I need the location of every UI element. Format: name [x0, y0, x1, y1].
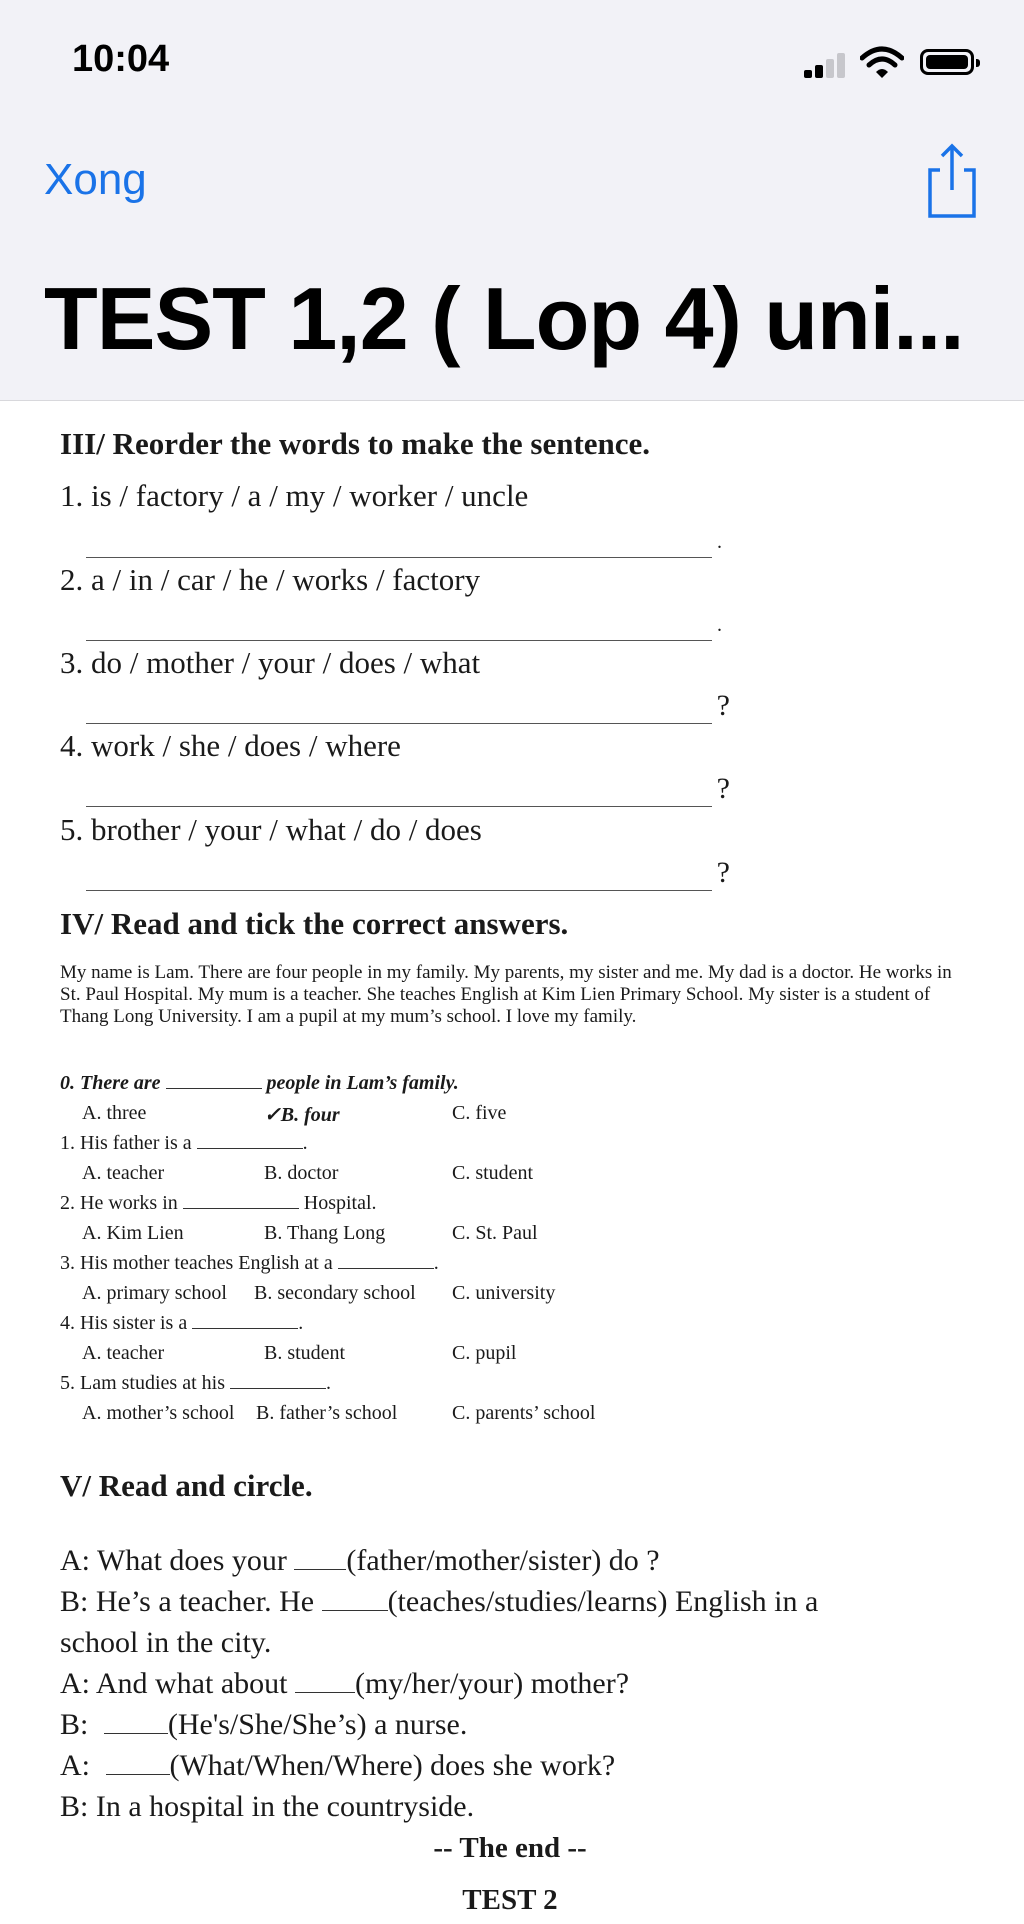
answer-line-2: . [86, 640, 712, 641]
q5-option-c: C. parents’ school [452, 1402, 596, 1424]
tick-question-1: 1. His father is a . [60, 1132, 308, 1154]
next-test-heading: TEST 2 [462, 1884, 558, 1916]
q1-option-b: B. doctor [264, 1162, 339, 1184]
q4-option-b: B. student [264, 1342, 346, 1364]
dialogue-line-7: B: In a hospital in the countryside. [60, 1790, 475, 1823]
answer-line-4: ? [86, 806, 712, 807]
tick-question-2: 2. He works in Hospital. [60, 1192, 377, 1214]
reorder-item-4: 4. work / she / does / where [60, 728, 401, 763]
q4-option-a: A. teacher [82, 1342, 165, 1364]
reorder-item-5: 5. brother / your / what / do / does [60, 812, 482, 847]
reorder-item-3: 3. do / mother / your / does / what [60, 645, 481, 680]
section-4-heading: IV/ Read and tick the correct answers. [60, 906, 569, 941]
q1-option-c: C. student [452, 1162, 534, 1184]
q5-option-b: B. father’s school [256, 1402, 398, 1424]
reorder-item-2: 2. a / in / car / he / works / factory [60, 562, 481, 597]
cellular-signal-icon [804, 52, 848, 78]
dialogue-line-4: A: And what about (my/her/your) mother? [60, 1667, 630, 1700]
dialogue-line-2: B: He’s a teacher. He (teaches/studies/learns) English in a [60, 1585, 819, 1618]
answer-line-3: ? [86, 723, 712, 724]
done-button[interactable]: Xong [44, 155, 147, 204]
status-time: 10:04 [72, 38, 170, 80]
share-icon[interactable] [922, 140, 982, 220]
dialogue-line-6: A: (What/When/Where) does she work? [60, 1749, 616, 1782]
reorder-item-1: 1. is / factory / a / my / worker / uncle [60, 478, 529, 513]
example-question: 0. There are people in Lam’s family. [60, 1072, 459, 1094]
answer-line-5: ? [86, 890, 712, 891]
reading-passage: My name is Lam. There are four people in my family. My parents, my sister and me. My dad is a doctor. He works in St. Paul Hospital. My mum is a teacher. She teaches English at Kim Lien Primary School. My sister is a student of Thang Long University. I am a pupil at my mum’s school. I love my family. [60, 962, 952, 1027]
q1-option-a: A. teacher [82, 1162, 165, 1184]
q5-option-a: A. mother’s school [82, 1402, 235, 1424]
example-option-c: C. five [452, 1102, 507, 1124]
tick-question-3: 3. His mother teaches English at a . [60, 1252, 439, 1274]
dialogue-line-5: B: (He's/She/She’s) a nurse. [60, 1708, 468, 1741]
document-title: TEST 1,2 ( Lop 4) uni... [44, 269, 964, 368]
section-5-heading: V/ Read and circle. [60, 1468, 313, 1503]
example-option-b-ticked: ✓B. four [264, 1104, 340, 1126]
q3-option-b: B. secondary school [254, 1282, 416, 1304]
q2-option-b: B. Thang Long [264, 1222, 386, 1244]
dialogue-line-3: school in the city. [60, 1626, 272, 1659]
tick-question-4: 4. His sister is a . [60, 1312, 304, 1334]
section-3-heading: III/ Reorder the words to make the sentence. [60, 426, 651, 461]
end-text: -- The end -- [433, 1832, 587, 1864]
q2-option-c: C. St. Paul [452, 1222, 538, 1244]
top-bar [0, 0, 1024, 401]
q4-option-c: C. pupil [452, 1342, 517, 1364]
answer-line-1: . [86, 557, 712, 558]
q3-option-a: A. primary school [82, 1282, 227, 1304]
tick-question-5: 5. Lam studies at his . [60, 1372, 331, 1394]
dialogue-line-1: A: What does your (father/mother/sister) do ? [60, 1544, 660, 1577]
q2-option-a: A. Kim Lien [82, 1222, 184, 1244]
wifi-icon [860, 46, 904, 80]
q3-option-c: C. university [452, 1282, 556, 1304]
example-option-a: A. three [82, 1102, 147, 1124]
battery-icon [920, 49, 974, 75]
